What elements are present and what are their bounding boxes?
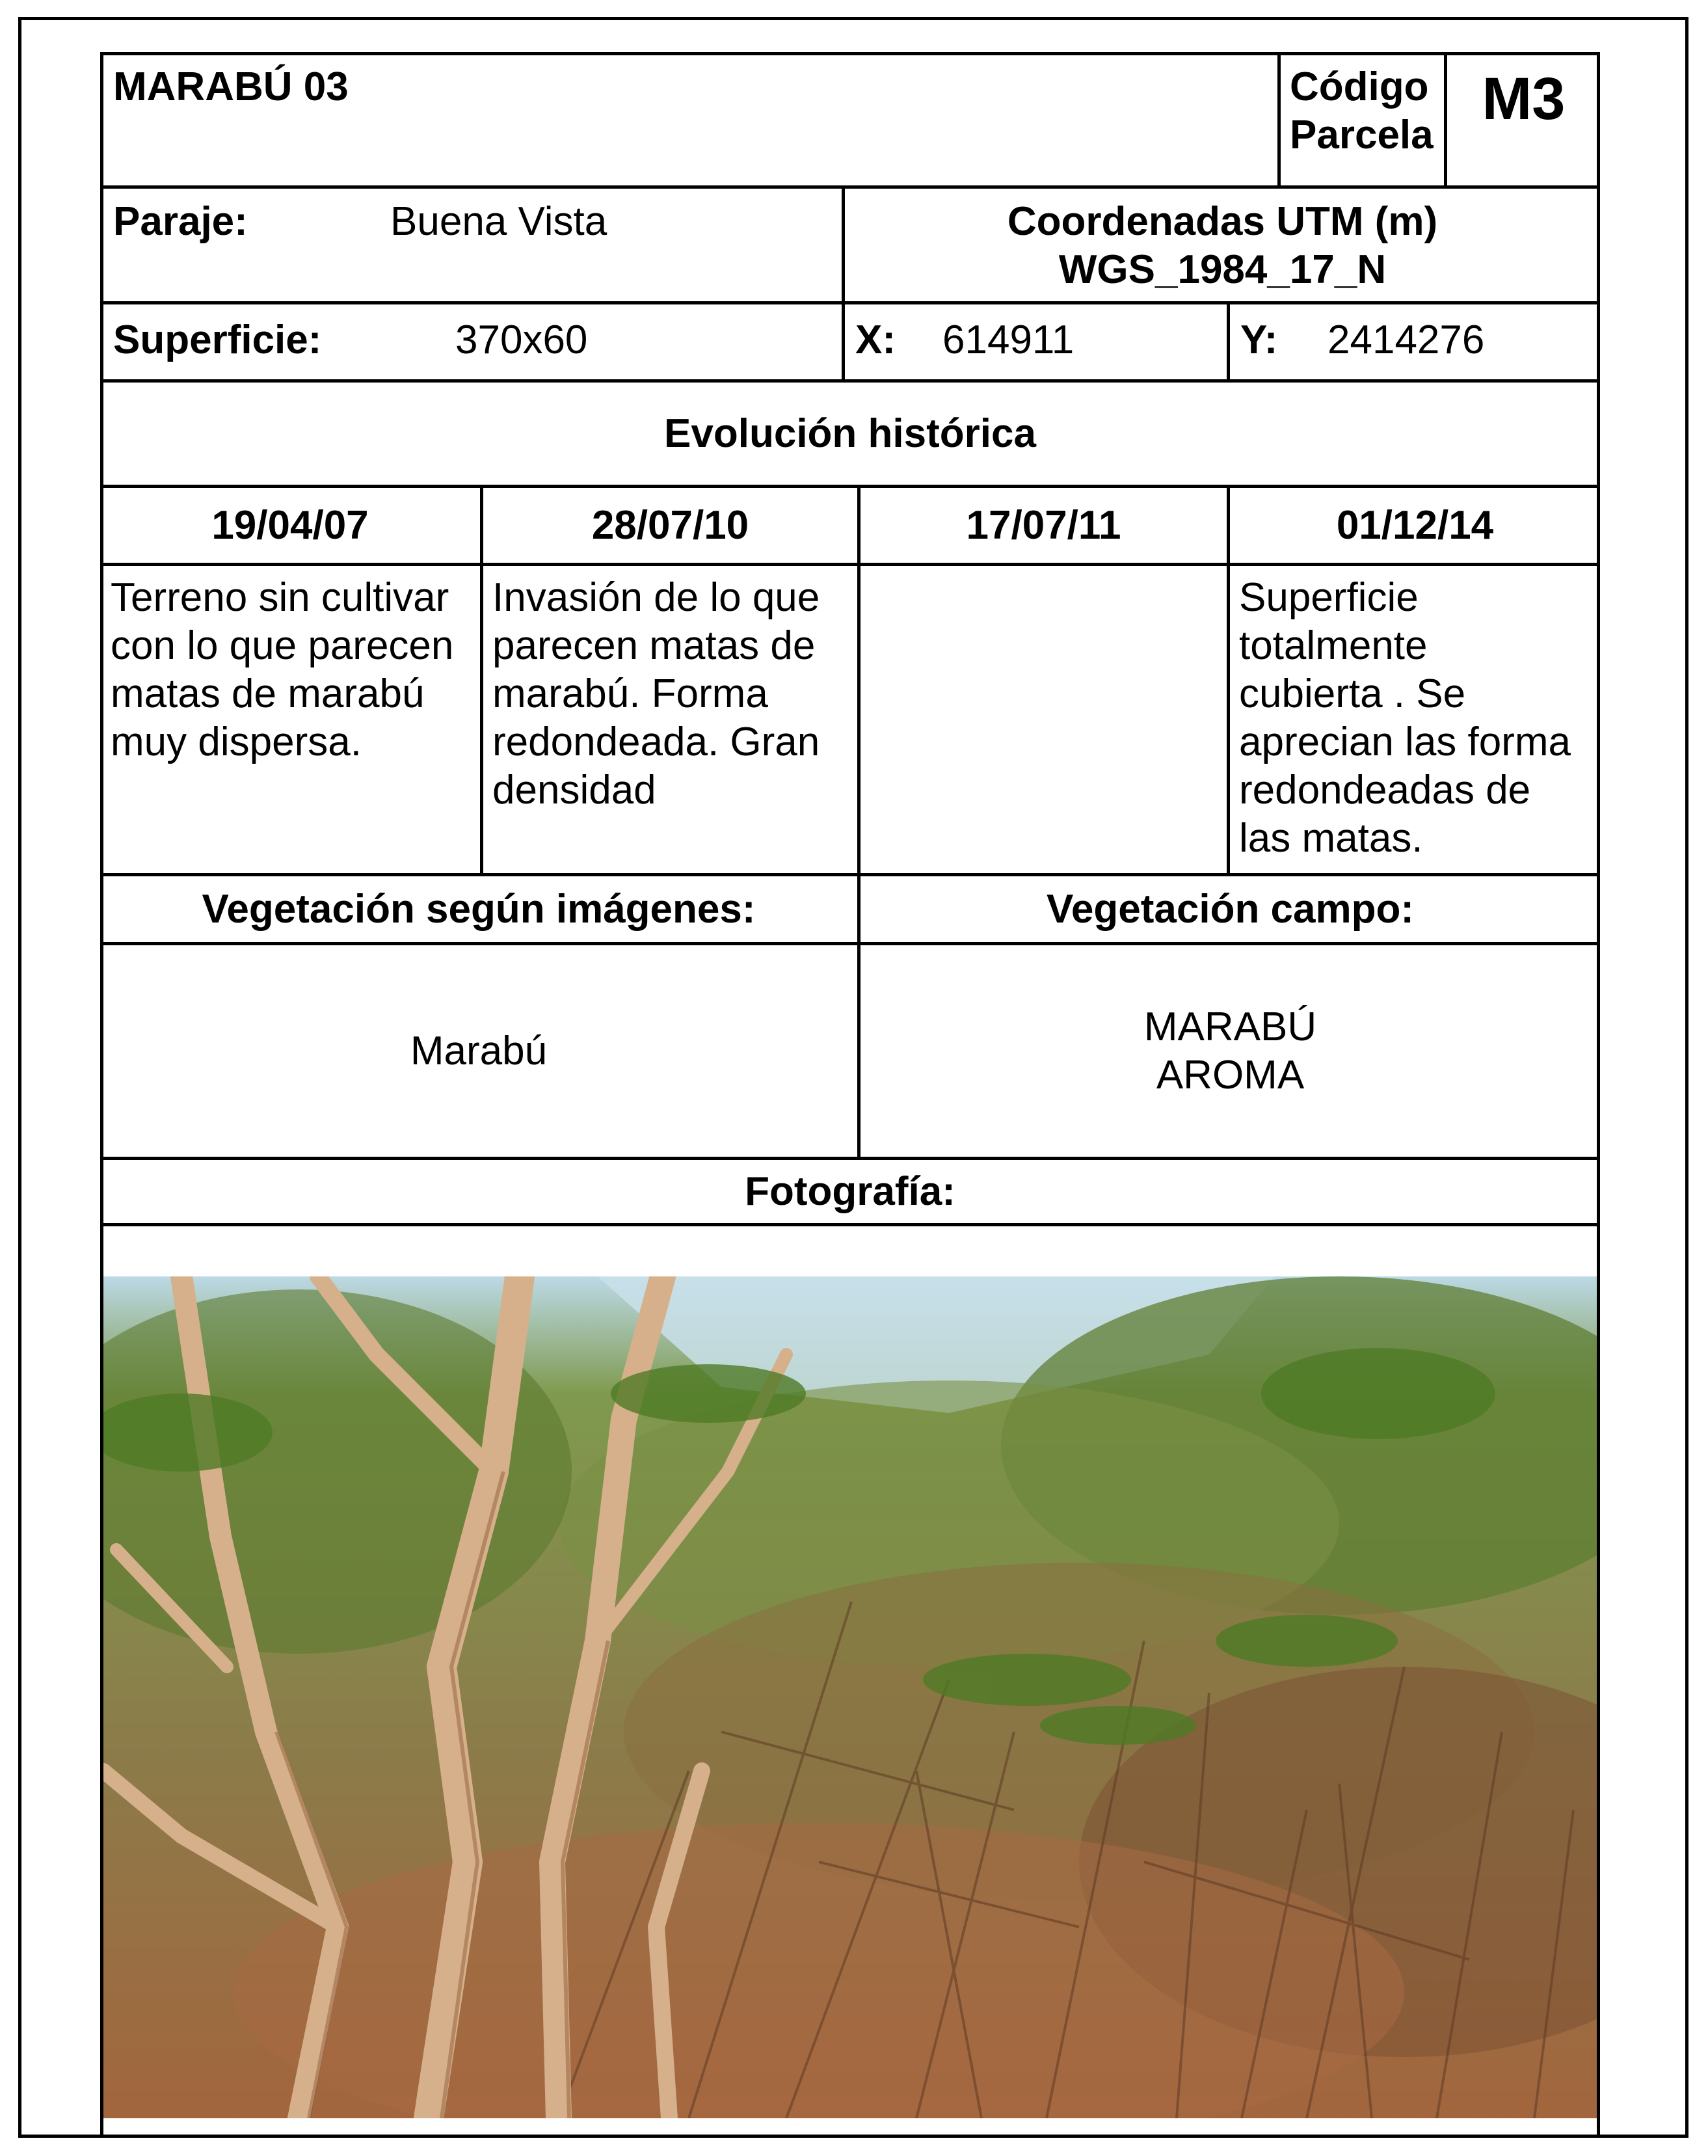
location-row: [100, 185, 1600, 301]
descriptions-row: [100, 563, 1600, 873]
vegetation-header-row: [100, 873, 1600, 942]
coords-title: Coordenadas UTM (m): [1007, 199, 1438, 244]
evolution-title: Evolución histórica: [664, 411, 1036, 456]
superficie-label: Superficie:: [113, 317, 322, 362]
y-value: 2414276: [1328, 317, 1485, 362]
measures-row: [100, 301, 1600, 379]
description-line: parecen matas de: [492, 623, 816, 668]
field-photo: [103, 1276, 1597, 2118]
description-3: [857, 566, 1227, 873]
description-line: totalmente: [1239, 623, 1428, 668]
description-line: Terreno sin cultivar: [111, 575, 449, 620]
code-label-line2: Parcela: [1290, 113, 1434, 157]
description-line: las matas.: [1239, 816, 1423, 861]
description-line: aprecian las forma: [1239, 720, 1571, 764]
photo-label-row: [100, 1157, 1600, 1223]
paraje-label: Paraje:: [113, 199, 248, 244]
header-row: [100, 52, 1600, 185]
vegetation-images-value: Marabú: [410, 1028, 548, 1073]
vegetation-values-row: [100, 942, 1600, 1157]
vegetation-images-label: Vegetación según imágenes:: [202, 886, 756, 932]
description-line: redondeada. Gran: [492, 720, 820, 764]
description-line: Superficie: [1239, 575, 1419, 620]
description-line: marabú. Forma: [492, 671, 768, 716]
description-line: con lo que parecen: [111, 623, 454, 668]
dates-row: [100, 485, 1600, 563]
vegetation-field-label: Vegetación campo:: [857, 876, 1600, 942]
vegetation-field-value-1: MARABÚ: [1143, 1004, 1317, 1049]
code-label-line1: Código: [1290, 64, 1429, 109]
superficie-value: 370x60: [455, 317, 588, 362]
x-label: X:: [855, 317, 896, 362]
description-2: [492, 574, 820, 815]
field-photo-illustration: [103, 1276, 1597, 2118]
date-2: 28/07/10: [480, 488, 857, 563]
date-3: 17/07/11: [857, 488, 1227, 563]
vegetation-field-value-2: AROMA: [1156, 1052, 1305, 1098]
record-title: MARABÚ 03: [113, 64, 349, 109]
date-4: 01/12/14: [1227, 488, 1600, 563]
description-line: muy dispersa.: [111, 720, 362, 764]
date-1: 19/04/07: [211, 502, 369, 548]
coords-datum: WGS_1984_17_N: [1058, 247, 1387, 292]
description-line: Invasión de lo que: [492, 575, 820, 620]
photo-label: Fotografía:: [745, 1168, 955, 1214]
description-4: [1239, 574, 1571, 863]
description-line: redondeadas de: [1239, 768, 1531, 813]
paraje-value: Buena Vista: [390, 199, 607, 244]
description-line: matas de marabú: [111, 671, 425, 716]
y-label: Y:: [1240, 317, 1278, 362]
plot-code: M3: [1482, 66, 1566, 132]
description-line: densidad: [492, 768, 656, 813]
x-value: 614911: [942, 317, 1074, 362]
evolution-title-row: [100, 379, 1600, 485]
description-1: [111, 574, 453, 766]
description-line: cubierta . Se: [1239, 671, 1466, 716]
